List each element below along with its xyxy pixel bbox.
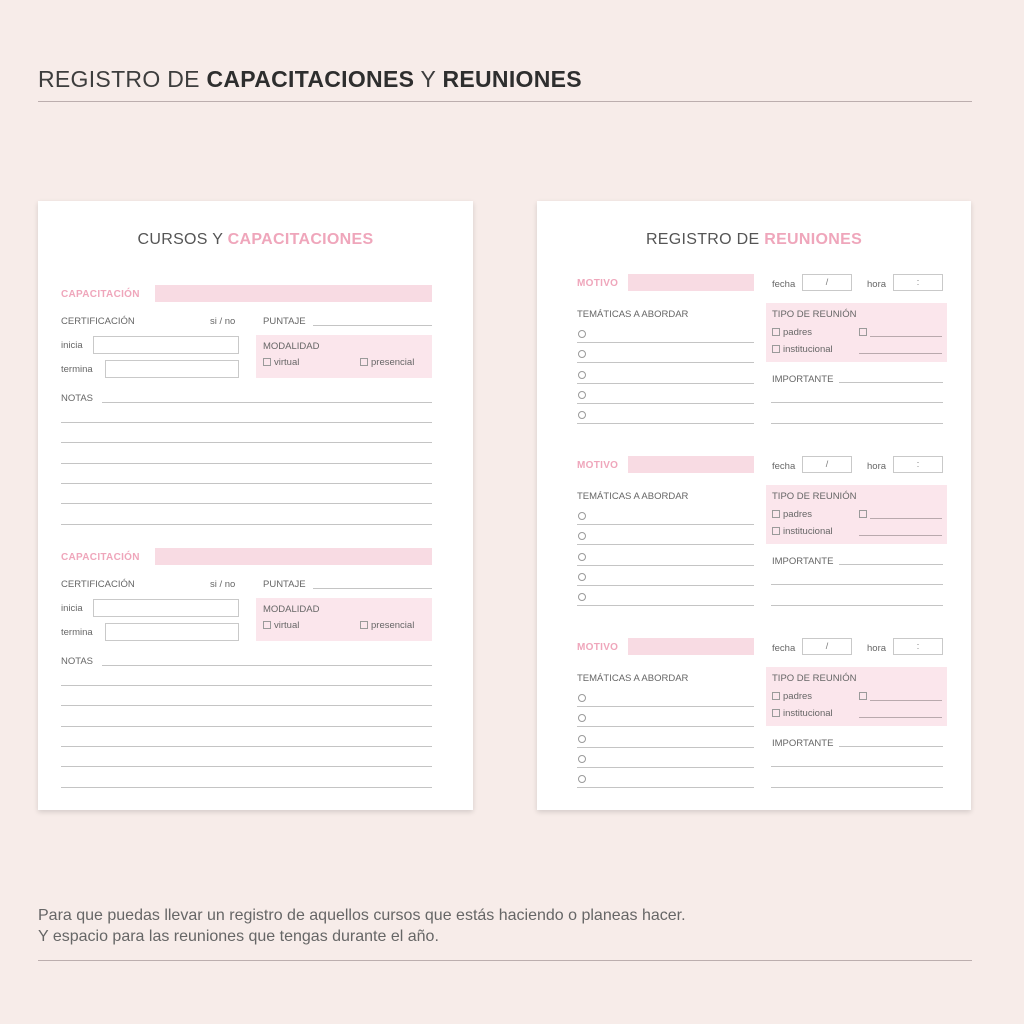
tematica-line[interactable]	[577, 342, 754, 343]
tematica-line[interactable]	[577, 787, 754, 788]
circle-bullet-icon[interactable]	[578, 735, 586, 743]
circle-bullet-icon[interactable]	[578, 330, 586, 338]
tematica-line[interactable]	[577, 747, 754, 748]
puntaje-label: PUNTAJE	[263, 316, 306, 327]
motivo-label: MOTIVO	[577, 278, 619, 289]
sheet-title: REGISTRO DE REUNIONES	[645, 231, 863, 248]
importante-line[interactable]	[771, 787, 943, 788]
inicia-field[interactable]	[93, 599, 239, 617]
notas-line[interactable]	[61, 705, 432, 706]
capacitacion-block	[38, 201, 473, 451]
circle-bullet-icon[interactable]	[578, 553, 586, 561]
hora-field[interactable]: :	[893, 456, 943, 473]
reunion-block	[537, 201, 971, 385]
otro-option[interactable]	[859, 327, 870, 338]
termina-field[interactable]	[105, 360, 239, 378]
inicia-field[interactable]	[93, 336, 239, 354]
termina-label: termina	[61, 627, 93, 638]
tematica-line[interactable]	[577, 544, 754, 545]
termina-label: termina	[61, 364, 93, 375]
termina-field[interactable]	[105, 623, 239, 641]
checkbox-icon[interactable]	[772, 709, 780, 717]
notas-line[interactable]	[61, 726, 432, 727]
circle-bullet-icon[interactable]	[578, 512, 586, 520]
otro-line[interactable]	[859, 717, 942, 718]
padres-option[interactable]: padres	[772, 327, 812, 338]
checkbox-icon[interactable]	[772, 527, 780, 535]
importante-line[interactable]	[839, 746, 943, 747]
virtual-option[interactable]: virtual	[263, 620, 299, 631]
otro-line[interactable]	[870, 700, 942, 701]
capacitacion-label: CAPACITACIÓN	[61, 289, 140, 300]
hora-field[interactable]: :	[893, 638, 943, 655]
footer-divider	[38, 960, 972, 961]
motivo-label: MOTIVO	[577, 460, 619, 471]
puntaje-line[interactable]	[313, 325, 432, 326]
reunion-block	[537, 565, 971, 749]
tematicas-label: TEMÁTICAS A ABORDAR	[577, 673, 689, 684]
registro-reuniones-sheet	[537, 201, 971, 810]
fecha-label: fecha	[772, 461, 796, 472]
notas-line[interactable]	[61, 422, 432, 423]
institucional-option[interactable]: institucional	[772, 526, 833, 537]
importante-label: IMPORTANTE	[772, 738, 834, 749]
checkbox-icon[interactable]	[772, 328, 780, 336]
footer-description	[38, 905, 686, 947]
otro-option[interactable]	[859, 509, 870, 520]
circle-bullet-icon[interactable]	[578, 350, 586, 358]
footer-line: Para que puedas llevar un registro de aquellos cursos que estás haciendo o planeas hacer.	[38, 907, 686, 924]
circle-bullet-icon[interactable]	[578, 755, 586, 763]
page-title: REGISTRO DE CAPACITACIONES Y REUNIONES	[38, 66, 582, 92]
otro-line[interactable]	[870, 336, 942, 337]
reunion-block	[537, 383, 971, 567]
sheet-title: CURSOS Y CAPACITACIONES	[137, 231, 374, 248]
importante-line[interactable]	[771, 766, 943, 767]
checkbox-icon[interactable]	[263, 621, 271, 629]
motivo-field[interactable]	[628, 456, 754, 473]
institucional-option[interactable]: institucional	[772, 344, 833, 355]
certificacion-label: CERTIFICACIÓN	[61, 579, 135, 590]
motivo-field[interactable]	[628, 638, 754, 655]
puntaje-line[interactable]	[313, 588, 432, 589]
importante-label: IMPORTANTE	[772, 556, 834, 567]
certificacion-label: CERTIFICACIÓN	[61, 316, 135, 327]
virtual-option[interactable]: virtual	[263, 357, 299, 368]
modalidad-label: MODALIDAD	[263, 341, 320, 352]
notas-line[interactable]	[61, 746, 432, 747]
hora-label: hora	[867, 643, 887, 654]
checkbox-icon[interactable]	[360, 358, 368, 366]
presencial-option[interactable]: presencial	[360, 357, 414, 368]
modalidad-label: MODALIDAD	[263, 604, 320, 615]
circle-bullet-icon[interactable]	[578, 371, 586, 379]
hora-field[interactable]: :	[893, 274, 943, 291]
notas-line[interactable]	[61, 787, 432, 788]
si-no-option[interactable]: si / no	[210, 316, 236, 327]
tipo-reunion-label: TIPO DE REUNIÓN	[772, 491, 857, 502]
notas-label: NOTAS	[61, 393, 94, 404]
tematica-line[interactable]	[577, 524, 754, 525]
motivo-label: MOTIVO	[577, 642, 619, 653]
si-no-option[interactable]: si / no	[210, 579, 236, 590]
notas-line[interactable]	[102, 402, 432, 403]
checkbox-icon[interactable]	[859, 692, 867, 700]
cursos-capacitaciones-sheet	[38, 201, 473, 810]
inicia-label: inicia	[61, 340, 83, 351]
checkbox-icon[interactable]	[772, 692, 780, 700]
header-divider	[38, 101, 972, 102]
tematica-line[interactable]	[577, 706, 754, 707]
otro-line[interactable]	[859, 353, 942, 354]
motivo-field[interactable]	[628, 274, 754, 291]
circle-bullet-icon[interactable]	[578, 532, 586, 540]
otro-option[interactable]	[859, 691, 870, 702]
checkbox-icon[interactable]	[772, 510, 780, 518]
hora-label: hora	[867, 279, 887, 290]
modalidad-box	[256, 335, 432, 378]
notas-line[interactable]	[61, 442, 432, 443]
capacitacion-field[interactable]	[155, 285, 432, 302]
fecha-field[interactable]: /	[802, 456, 852, 473]
notas-label: NOTAS	[61, 656, 94, 667]
checkbox-icon[interactable]	[360, 621, 368, 629]
importante-label: IMPORTANTE	[772, 374, 834, 385]
capacitacion-block	[38, 464, 473, 714]
tipo-reunion-label: TIPO DE REUNIÓN	[772, 673, 857, 684]
tematicas-label: TEMÁTICAS A ABORDAR	[577, 309, 689, 320]
inicia-label: inicia	[61, 603, 83, 614]
tematicas-label: TEMÁTICAS A ABORDAR	[577, 491, 689, 502]
tematica-line[interactable]	[577, 726, 754, 727]
tipo-reunion-box	[766, 485, 947, 544]
checkbox-icon[interactable]	[859, 328, 867, 336]
tipo-reunion-box	[766, 303, 947, 362]
notas-line[interactable]	[61, 766, 432, 767]
fecha-label: fecha	[772, 643, 796, 654]
notas-line[interactable]	[61, 685, 432, 686]
presencial-option[interactable]: presencial	[360, 620, 414, 631]
fecha-field[interactable]: /	[802, 638, 852, 655]
otro-line[interactable]	[870, 518, 942, 519]
checkbox-icon[interactable]	[263, 358, 271, 366]
footer-line: Y espacio para las reuniones que tengas durante el año.	[38, 928, 439, 945]
padres-option[interactable]: padres	[772, 509, 812, 520]
circle-bullet-icon[interactable]	[578, 694, 586, 702]
institucional-option[interactable]: institucional	[772, 708, 833, 719]
puntaje-label: PUNTAJE	[263, 579, 306, 590]
fecha-field[interactable]: /	[802, 274, 852, 291]
tematica-line[interactable]	[577, 767, 754, 768]
circle-bullet-icon[interactable]	[578, 775, 586, 783]
capacitacion-field[interactable]	[155, 548, 432, 565]
checkbox-icon[interactable]	[772, 345, 780, 353]
otro-line[interactable]	[859, 535, 942, 536]
modalidad-box	[256, 598, 432, 641]
tipo-reunion-box	[766, 667, 947, 726]
circle-bullet-icon[interactable]	[578, 714, 586, 722]
checkbox-icon[interactable]	[859, 510, 867, 518]
fecha-label: fecha	[772, 279, 796, 290]
tematica-line[interactable]	[577, 362, 754, 363]
capacitacion-label: CAPACITACIÓN	[61, 552, 140, 563]
notas-line[interactable]	[102, 665, 432, 666]
padres-option[interactable]: padres	[772, 691, 812, 702]
tipo-reunion-label: TIPO DE REUNIÓN	[772, 309, 857, 320]
hora-label: hora	[867, 461, 887, 472]
